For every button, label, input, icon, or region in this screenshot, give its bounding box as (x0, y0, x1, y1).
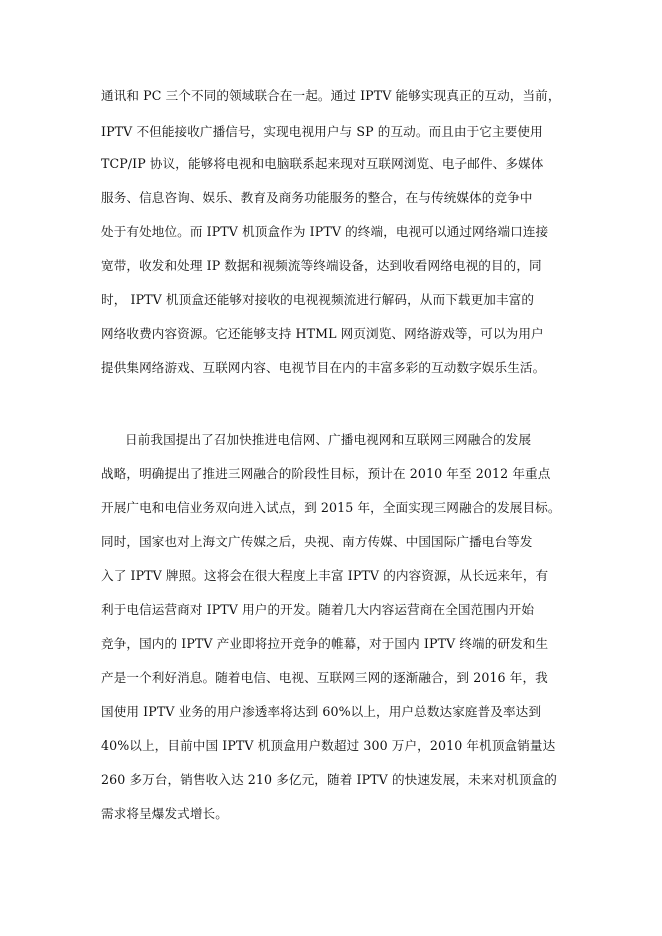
paragraph-line: 通讯和 PC 三个不同的领域联合在一起。通过 IPTV 能够实现真正的互动，当前， (101, 88, 561, 103)
paragraph-line: 网络收费内容资源。它还能够支持 HTML 网页浏览、网络游戏等，可以为用户 (101, 326, 544, 341)
paragraph-line: 日前我国提出了召加快推进电信网、广播电视网和互联网三网融合的发展 (125, 432, 532, 447)
paragraph-line: 处于有处地位。而 IPTV 机顶盒作为 IPTV 的终端，电视可以通过网络端口连接 (101, 224, 549, 239)
paragraph-line: 竞争，国内的 IPTV 产业即将拉开竞争的帷幕，对于国内 IPTV 终端的研发和生 (101, 636, 549, 651)
paragraph-line: 国使用 IPTV 业务的用户渗透率将达到 60%以上，用户总数达家庭普及率达到 (101, 704, 542, 719)
paragraph-line: 宽带，收发和处理 IP 数据和视频流等终端设备，达到收看网络电视的目的，同 (101, 258, 542, 273)
paragraph-line: 利于电信运营商对 IPTV 用户的开发。随着几大内容运营商在全国范围内开始 (101, 602, 535, 617)
paragraph-line: 开展广电和电信业务双向进入试点，到 2015 年，全面实现三网融合的发展目标。 (101, 500, 561, 515)
paragraph-line: IPTV 不但能接收广播信号，实现电视用户与 SP 的互动。而且由于它主要使用 (101, 124, 543, 139)
paragraph-line: 需求将呈爆发式增长。 (101, 806, 228, 821)
paragraph-line: 40%以上，目前中国 IPTV 机顶盒用户数超过 300 万户，2010 年机顶盒销量达 (101, 738, 556, 753)
paragraph-line: 提供集网络游戏、互联网内容、电视节目在内的丰富多彩的互动数字娱乐生活。 (101, 360, 546, 375)
paragraph-line: 产是一个利好消息。随着电信、电视、互联网三网的逐渐融合，到 2016 年，我 (101, 670, 548, 685)
paragraph-line: TCP/IP 协议，能够将电视和电脑联系起来现对互联网浏览、电子邮件、多媒体 (101, 156, 544, 171)
paragraph-line: 时， IPTV 机顶盒还能够对接收的电视视频流进行解码，从而下载更加丰富的 (101, 292, 535, 307)
paragraph-line: 战略，明确提出了推进三网融合的阶段性目标，预计在 2010 年至 2012 年重点 (101, 466, 551, 481)
paragraph-line: 260 多万台，销售收入达 210 多亿元，随着 IPTV 的快速发展，未来对机顶盒的 (101, 772, 557, 787)
paragraph-line: 服务、信息咨询、娱乐、教育及商务功能服务的整合，在与传统媒体的竞争中 (101, 190, 533, 205)
paragraph-line: 入了 IPTV 牌照。这将会在很大程度上丰富 IPTV 的内容资源，从长远来年，有 (101, 568, 549, 583)
paragraph-line: 同时，国家也对上海文广传媒之后，央视、南方传媒、中国国际广播电台等发 (101, 534, 533, 549)
